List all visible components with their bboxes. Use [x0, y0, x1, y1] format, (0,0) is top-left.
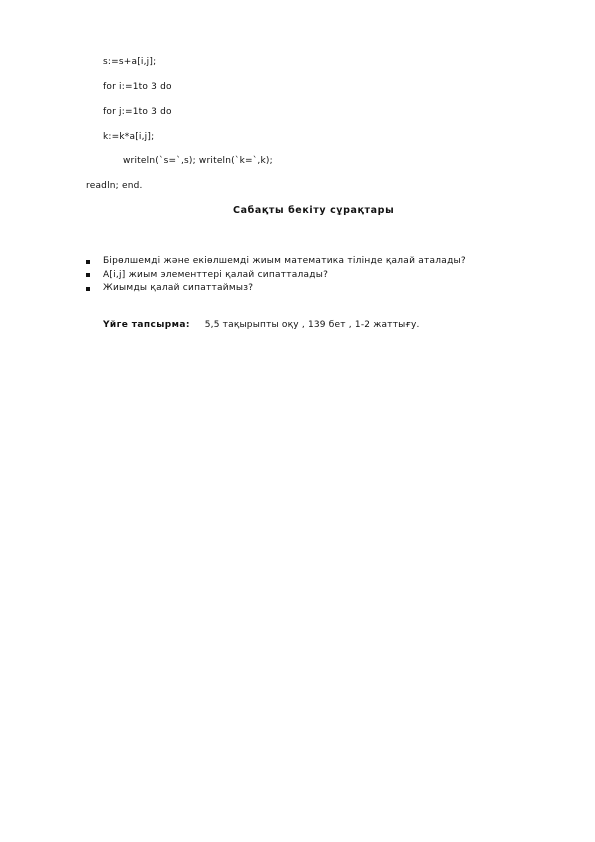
- question-list: [86, 255, 466, 296]
- homework-label: Үйге тапсырма:: [103, 320, 190, 330]
- code-line-3: for j:=1to 3 do: [103, 107, 172, 117]
- code-line-2: for i:=1to 3 do: [103, 82, 172, 92]
- bullet-icon: [86, 273, 90, 277]
- list-item: [86, 269, 466, 283]
- code-line-5: writeln(`s=`,s); writeln(`k=`,k);: [123, 156, 273, 166]
- code-line-4: k:=k*a[i,j];: [103, 132, 155, 142]
- question-text: Бірөлшемді және екіөлшемді жиым математика тілінде қалай аталады?: [103, 256, 466, 266]
- homework-text: 5,5 тақырыпты оқу , 139 бет , 1-2 жаттығу.: [204, 320, 420, 330]
- homework: [103, 320, 420, 330]
- bullet-icon: [86, 287, 90, 291]
- list-item: [86, 255, 466, 269]
- bullet-icon: [86, 260, 90, 264]
- code-line-6: readln; end.: [86, 181, 143, 191]
- question-text: A[i,j] жиым элементтері қалай сипатталады?: [103, 269, 329, 280]
- list-item: [86, 282, 466, 296]
- code-line-1: s:=s+a[i,j];: [103, 57, 157, 67]
- section-title: Сабақты бекіту сұрақтары: [233, 205, 395, 216]
- question-text: Жиымды қалай сипаттаймыз?: [103, 283, 254, 293]
